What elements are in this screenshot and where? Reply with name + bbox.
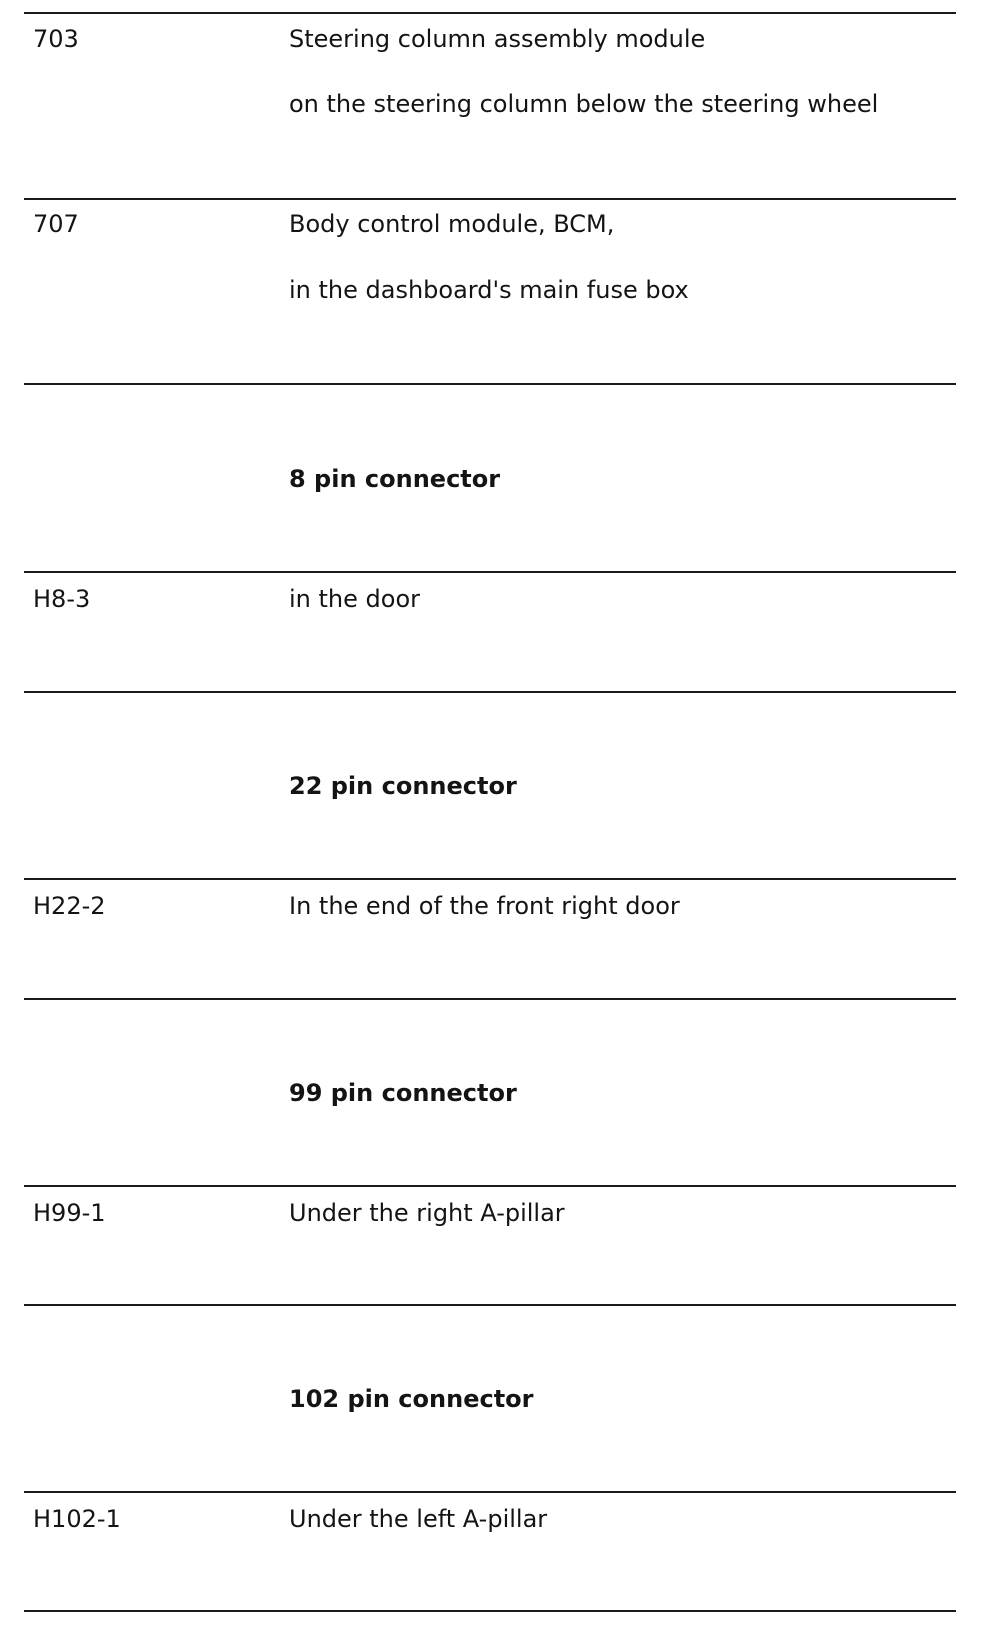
table-rule [24, 1491, 956, 1493]
component-description: Steering column assembly module [289, 25, 706, 53]
component-code: 707 [33, 210, 79, 238]
table-rule [24, 878, 956, 880]
component-location: in the dashboard's main fuse box [289, 276, 689, 304]
component-description: Body control module, BCM, [289, 210, 615, 238]
component-code: H22-2 [33, 892, 106, 920]
table-rule [24, 571, 956, 573]
component-code: H102-1 [33, 1505, 121, 1533]
section-heading: 22 pin connector [289, 772, 517, 800]
table-rule [24, 1185, 956, 1187]
section-heading: 8 pin connector [289, 465, 501, 493]
component-code: 703 [33, 25, 79, 53]
table-rule [24, 383, 956, 385]
component-location: In the end of the front right door [289, 892, 680, 920]
section-heading: 99 pin connector [289, 1079, 517, 1107]
component-code: H99-1 [33, 1199, 106, 1227]
table-rule [24, 1610, 956, 1612]
table-rule [24, 1304, 956, 1306]
table-rule [24, 998, 956, 1000]
table-rule [24, 198, 956, 200]
component-location: Under the right A-pillar [289, 1199, 565, 1227]
section-heading: 102 pin connector [289, 1385, 534, 1413]
table-rule [24, 12, 956, 14]
component-code: H8-3 [33, 585, 91, 613]
component-location: on the steering column below the steering wheel [289, 90, 879, 118]
component-location: Under the left A-pillar [289, 1505, 548, 1533]
component-location: in the door [289, 585, 420, 613]
table-rule [24, 691, 956, 693]
